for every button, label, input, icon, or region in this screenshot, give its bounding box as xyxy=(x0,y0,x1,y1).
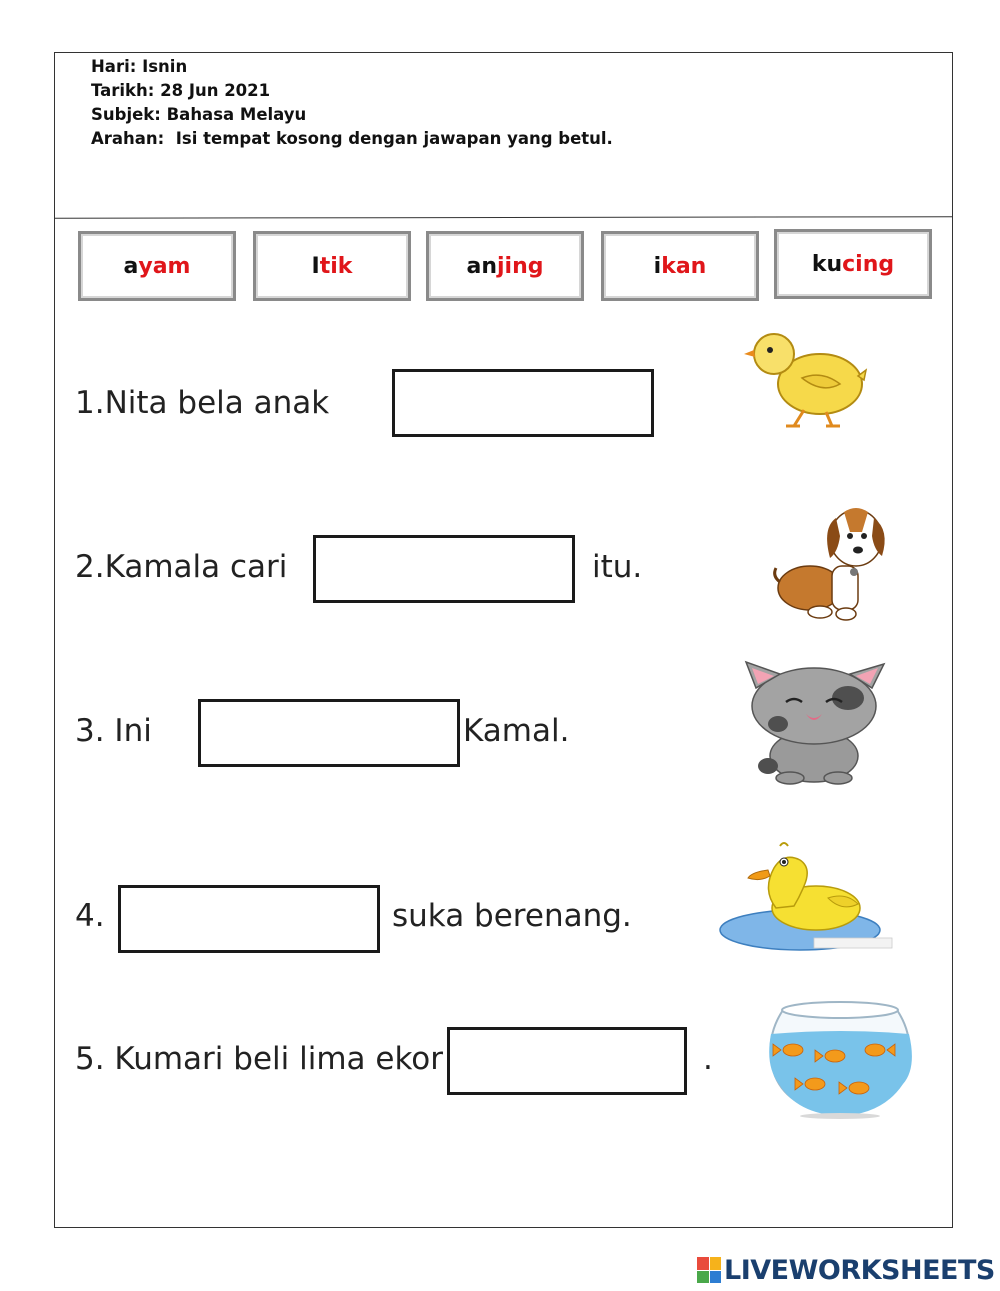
fishbowl-icon xyxy=(763,998,917,1120)
word-red-part: cing xyxy=(842,251,895,277)
word-bank-item-ikan[interactable] xyxy=(601,231,759,301)
question-2-text: 2.Kamala cari xyxy=(75,549,288,585)
word-black-part: I xyxy=(311,253,320,279)
question-4-text: 4. xyxy=(75,898,105,934)
worksheet-header xyxy=(91,55,613,151)
question-1-text: 1.Nita bela anak xyxy=(75,385,330,421)
word-bank-item-kucing[interactable] xyxy=(774,229,932,299)
word-red-part: kan xyxy=(661,253,707,279)
word-bank-item-itik[interactable] xyxy=(253,231,411,301)
question-2-after-text: itu. xyxy=(592,549,643,585)
liveworksheets-logo xyxy=(697,1253,995,1287)
header-day: Hari: Isnin xyxy=(91,57,188,76)
puppy-icon xyxy=(770,500,890,622)
logo-mark-icon xyxy=(697,1257,721,1283)
answer-box-5[interactable] xyxy=(447,1027,687,1095)
word-black-part: ku xyxy=(811,251,843,277)
header-subject: Subjek: Bahasa Melayu xyxy=(91,105,307,124)
question-3-after-text: Kamal. xyxy=(463,713,570,749)
logo-text: LIVEWORKSHEETS xyxy=(724,1254,995,1286)
answer-box-2[interactable] xyxy=(313,535,575,603)
word-black-part: an xyxy=(466,253,497,279)
word-bank xyxy=(78,231,936,305)
word-black-part: i xyxy=(653,253,662,279)
answer-box-3[interactable] xyxy=(198,699,460,767)
word-red-part: tik xyxy=(319,253,353,279)
answer-box-4[interactable] xyxy=(118,885,380,953)
question-4-after-text: suka berenang. xyxy=(392,898,632,934)
word-bank-item-ayam[interactable] xyxy=(78,231,236,301)
question-5-after-text: . xyxy=(703,1041,713,1077)
duck-icon xyxy=(718,838,894,954)
word-red-part: jing xyxy=(497,253,544,279)
word-bank-item-anjing[interactable] xyxy=(426,231,584,301)
word-red-part: yam xyxy=(138,253,191,279)
question-3-text: 3. Ini xyxy=(75,713,152,749)
chick-icon xyxy=(742,326,868,430)
header-instruction: Arahan: Isi tempat kosong dengan jawapan yang betul. xyxy=(91,129,613,148)
question-5-text: 5. Kumari beli lima ekor xyxy=(75,1041,444,1077)
answer-box-1[interactable] xyxy=(392,369,654,437)
word-black-part: a xyxy=(123,253,139,279)
cat-icon xyxy=(738,658,890,786)
header-date: Tarikh: 28 Jun 2021 xyxy=(91,81,271,100)
